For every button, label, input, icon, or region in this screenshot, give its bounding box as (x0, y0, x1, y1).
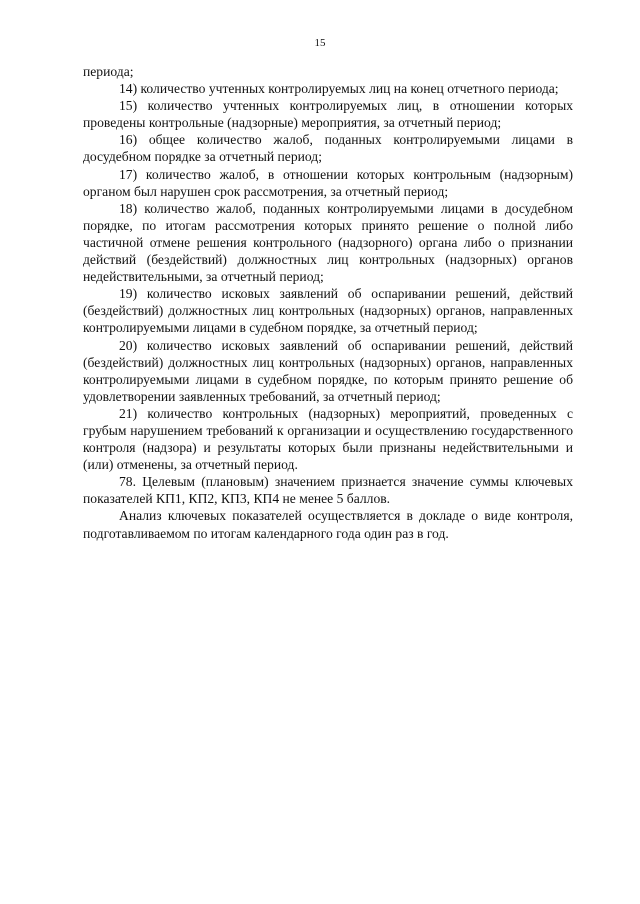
paragraph-item-15: 15) количество учтенных контролируемых лиц, в отношении которых проведены контрольные (надзорные) мероприятия, за отчетный период; (83, 98, 573, 131)
paragraph-item-14: 14) количество учтенных контролируемых лиц на конец отчетного периода; (119, 81, 559, 97)
paragraph-item-17: 17) количество жалоб, в отношении которых контрольным (надзорным) органом был нарушен срок рассмотрения, за отчетный период; (83, 166, 573, 199)
document-body (83, 63, 573, 542)
paragraph-analysis: Анализ ключевых показателей осуществляется в докладе о виде контроля, подготавливаемом по итогам календарного года один раз в год. (83, 508, 573, 541)
paragraph-item-16: 16) общее количество жалоб, поданных контролируемыми лицами в досудебном порядке за отчетный период; (83, 132, 573, 165)
paragraph-item-19: 19) количество исковых заявлений об оспаривании решений, действий (бездействий) должностных лиц контрольных (надзорных) органов, направленных контролируемыми лицами в судебном порядке, за отчетный период; (83, 286, 573, 336)
paragraph-continuation: периода; (83, 64, 134, 79)
paragraph-item-21: 21) количество контрольных (надзорных) мероприятий, проведенных с грубым нарушением требований к организации и осуществлению государственного контроля (надзора) и результаты которых были признаны недействительными и (или) отменены, за отчетный период. (83, 405, 573, 473)
paragraph-item-20: 20) количество исковых заявлений об оспаривании решений, действий (бездействий) должностных лиц контрольных (надзорных) органов, направленных контролируемыми лицами в судебном порядке, по которым принято решение об удовлетворении заявленных требований, за отчетный период; (83, 337, 573, 404)
paragraph-item-18: 18) количество жалоб, поданных контролируемыми лицами в досудебном порядке, по итогам рассмотрения которых принято решение о полной либо частичной отмене решения контрольного (надзорного) органа либо о признании действий (бездействий) должностных лиц контрольных (надзорных) органов недействительными, за отчетный период; (83, 200, 573, 285)
page-number: 15 (314, 37, 326, 49)
paragraph-clause-78: 78. Целевым (плановым) значением признается значение суммы ключевых показателей КП1, КП2, КП3, КП4 не менее 5 баллов. (83, 474, 573, 507)
